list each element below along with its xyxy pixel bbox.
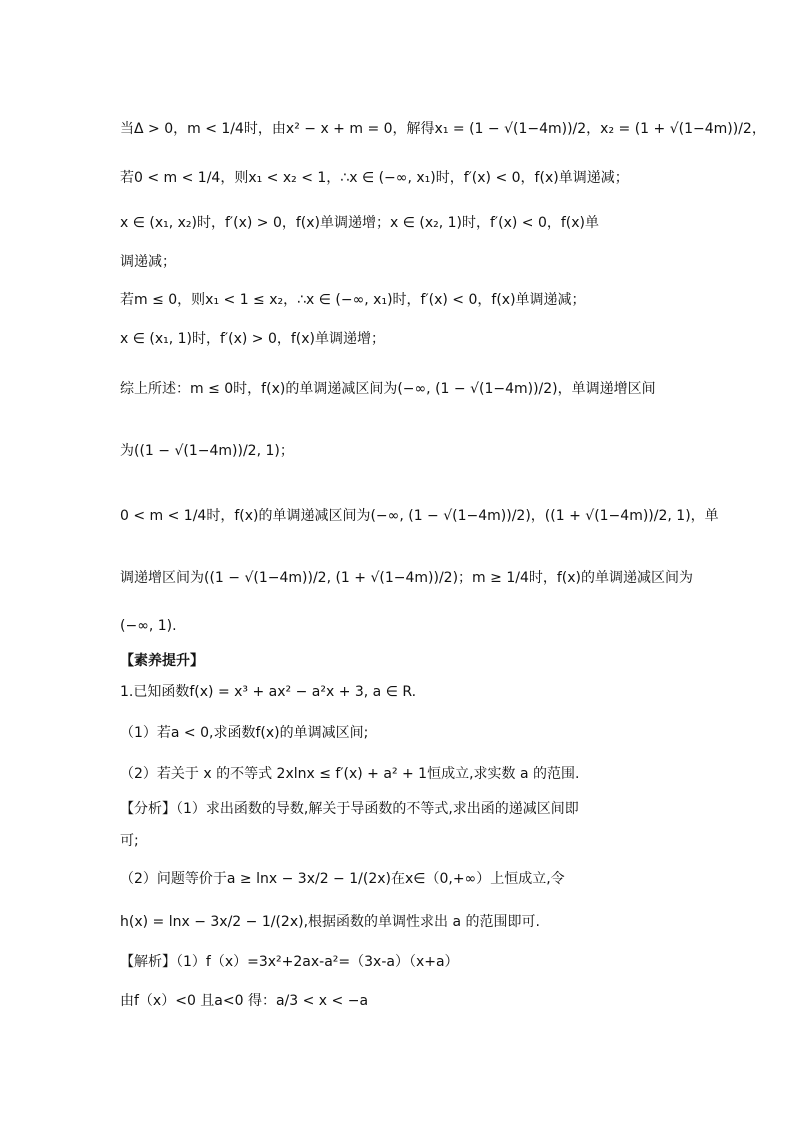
solution-line-1: 【解析】（1）f（x）=3x²+2ax-a²=（3x-a）（x+a） (120, 954, 459, 970)
text-line-8: 为((1 − √(1−4m))/2, 1)； (120, 443, 294, 459)
problem-part-2: （2）若关于 x 的不等式 2xlnx ≤ f′(x) + a² + 1恒成立,求实数 a 的范围. (120, 766, 580, 782)
text-line-2: 若0 < m < 1/4，则x₁ < x₂ < 1，∴x ∈ (−∞, x₁)时，f′(x) < 0，f(x)单调递减； (120, 170, 629, 186)
problem-part-1: （1）若a < 0,求函数f(x)的单调减区间; (120, 725, 369, 741)
text-line-6: x ∈ (x₁, 1)时，f′(x) > 0，f(x)单调递增； (120, 331, 386, 347)
text-line-10: 调递增区间为((1 − √(1−4m))/2, (1 + √(1−4m))/2)；m ≥ 1/4时，f(x)的单调递减区间为 (120, 570, 693, 586)
text-line-4: 调递减； (120, 254, 176, 270)
text-line-1: 当Δ > 0，m < 1/4时，由x² − x + m = 0，解得x₁ = (1 − √(1−4m))/2，x₂ = (1 + √(1−4m))/2， (120, 121, 766, 137)
text-line-11: (−∞, 1). (120, 618, 177, 634)
section-heading: 【素养提升】 (120, 653, 204, 669)
analysis-line-4: h(x) = lnx − 3x/2 − 1/(2x),根据函数的单调性求出 a 的范围即可. (120, 914, 540, 930)
text-line-9: 0 < m < 1/4时，f(x)的单调递减区间为(−∞, (1 − √(1−4m))/2)，((1 + √(1−4m))/2, 1)，单 (120, 508, 719, 524)
text-line-5: 若m ≤ 0，则x₁ < 1 ≤ x₂，∴x ∈ (−∞, x₁)时，f′(x) < 0，f(x)单调递减； (120, 292, 586, 308)
analysis-line-1: 【分析】（1）求出函数的导数,解关于导函数的不等式,求出函的递减区间即 (120, 801, 579, 817)
problem-statement: 1.已知函数f(x) = x³ + ax² − a²x + 3, a ∈ R. (120, 684, 417, 700)
analysis-line-2: 可; (120, 833, 139, 849)
analysis-line-3: （2）问题等价于a ≥ lnx − 3x/2 − 1/(2x)在x∈（0,+∞）上恒成立,令 (120, 871, 565, 887)
text-line-3: x ∈ (x₁, x₂)时，f′(x) > 0，f(x)单调递增；x ∈ (x₂, 1)时，f′(x) < 0，f(x)单 (120, 215, 599, 231)
solution-line-2: 由f（x）<0 且a<0 得：a/3 < x < −a (120, 993, 369, 1009)
text-line-7: 综上所述：m ≤ 0时，f(x)的单调递减区间为(−∞, (1 − √(1−4m))/2)，单调递增区间 (120, 381, 656, 397)
